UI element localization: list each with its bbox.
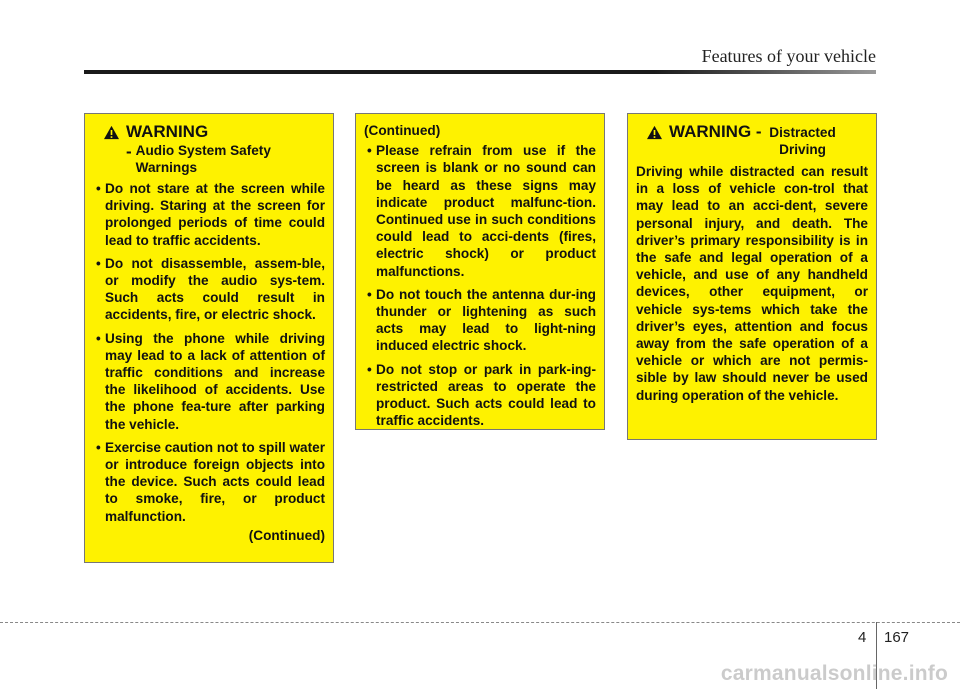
page-header-title: Features of your vehicle [701, 46, 876, 66]
warning-triangle-icon [103, 125, 120, 140]
list-item: • Do not stare at the screen while driving. Staring at the screen for prolonged periods of time could lead to traffic accidents. [93, 180, 325, 249]
warning-label: WARNING - [669, 122, 762, 141]
list-item: • Do not disassemble, assem-ble, or modify the audio sys-tem. Such acts could result in accidents, fire, or electric shock. [93, 255, 325, 324]
warning-box-audio-safety [84, 113, 334, 563]
warning-dash: - [126, 142, 132, 161]
warning-box-distracted-driving [627, 113, 877, 440]
warning-list [364, 142, 596, 429]
warning-subtitle: Audio System Safety Warnings [135, 143, 271, 175]
warning-triangle-icon [646, 125, 663, 140]
warning-header [103, 122, 325, 176]
continued-label: (Continued) [248, 527, 325, 543]
warning-paragraph: Driving while distracted can result in a loss of vehicle con-trol that may lead to an acci-dent, severe personal injury, and death. The driver’s primary responsibility is in the safe and legal operation of a vehicle, and use of any handheld devices, other equipment, or vehicle sys-tems which take the driver’s eyes, attention and focus away from the safe operation of a vehicle or which are not permis-sible by law should never be used during operation of the vehicle. [636, 164, 868, 403]
warning-list [93, 180, 325, 525]
chapter-number: 4 [858, 629, 867, 646]
list-item: • Do not stop or park in park-ing-restricted areas to operate the product. Such acts could lead to traffic accidents. [364, 361, 596, 430]
list-item: • Do not touch the antenna dur-ing thunder or lightening as such acts may lead to light-ning induced electric shock. [364, 286, 596, 355]
page-number: 167 [884, 629, 910, 646]
warning-label: WARNING [126, 122, 209, 141]
list-item: • Please refrain from use if the screen is blank or no sound can be heard as these signs may indicate product malfunc-tion. Continued use in such conditions could lead to acci-dents (fires, electric shock) or product malfunctions. [364, 142, 596, 280]
list-item: • Exercise caution not to spill water or introduce foreign objects into the device. Such acts could lead to smoke, fire, or product malfunction. [93, 439, 325, 525]
header-rule [84, 70, 876, 74]
warning-box-continued [355, 113, 605, 430]
warning-header [646, 122, 868, 158]
warning-subtitle: Distracted Driving [769, 125, 836, 157]
footer-rule [0, 622, 960, 623]
watermark: carmanualsonline.info [720, 662, 948, 685]
list-item: • Using the phone while driving may lead to a lack of attention of traffic conditions and increase the likelihood of accidents. Use the phone fea-ture after parking the vehicle. [93, 330, 325, 433]
continued-label: (Continued) [364, 123, 441, 138]
